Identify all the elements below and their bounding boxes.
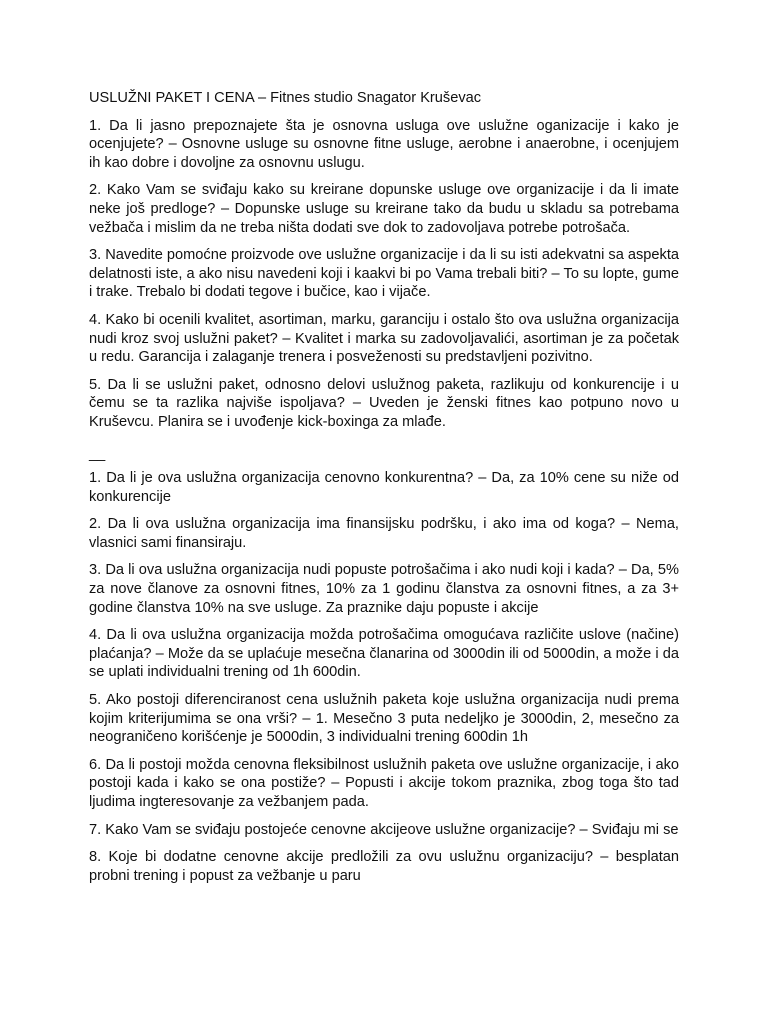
question-paragraph: 1. Da li jasno prepoznajete šta je osnovna usluga ove uslužne oganizacije i kako je ocenjujete? – Osnovne usluge su osnovne fitne usluge, aerobne i anaerobne, i ocenjujem ih kao dobre i dovoljne za osnovnu uslugu. [89, 117, 679, 171]
question-paragraph: 5. Da li se uslužni paket, odnosno delovi uslužnog paketa, razlikuju od konkurencije i u čemu se ta razlika najviše ispoljava? – Uveden je ženski fitnes kao potpuno novo u Kruševcu. Planira se i uvođenje kick-boxinga za mlađe. [89, 376, 679, 430]
question-paragraph: 4. Kako bi ocenili kvalitet, asortiman, marku, garanciju i ostalo što ova uslužna organizacija nudi kroz svoj uslužni paket? – Kvalitet i marka su zadovoljavalići, asortiman je za početak u redu. Garancija i zalaganje trenera i posveženosti su predstavljeni pozivitno. [89, 311, 679, 366]
document-page [89, 89, 679, 894]
question-paragraph: 3. Da li ova uslužna organizacija nudi popuste potrošačima i ako nudi koji i kada? – Da, 5% za nove članove za osnovni fitnes, 10% za 1 godinu članstva za osnovni fitnes, a za 3+ godine članstva 10% na sve usluge. Za praznike daju popuste i akcije [89, 562, 679, 616]
question-paragraph: 2. Kako Vam se sviđaju kako su kreirane dopunske usluge ove organizacije i da li imate neke još predloge? – Dopunske usluge su kreirane tako da budu u skladu sa potrebama vežbača i mislim da ne treba ništa dodati sve dok to zadovoljava potrebe potrošača. [89, 182, 679, 236]
section-service-package [89, 117, 679, 432]
section-pricing [89, 469, 679, 885]
question-paragraph: 5. Ako postoji diferenciranost cena uslužnih paketa koje uslužna organizacija nudi prema kojim kriterijumima se ona vrši? – 1. Mesečno 3 puta nedeljko je 3000din, 2, mesečno za neograničeno korišćenje je 5000din, 3 individualni trening 600din 1h [89, 692, 679, 746]
question-paragraph: 6. Da li postoji možda cenovna fleksibilnost uslužnih paketa ove uslužne organizacije, i ako postoji kada i kako se ona postiže? – Popusti i akcije tokom praznika, zbog toga što tad ljudima ingteresovanje za vežbanjem pada. [89, 756, 679, 810]
question-paragraph: 4. Da li ova uslužna organizacija možda potrošačima omogućava različite uslove (načine) plaćanja? – Može da se uplaćuje mesečna članarina od 3000din ili od 5000din, a može i da se uplati individualni trening od 1h 600din. [89, 627, 679, 681]
section-divider: __ [89, 445, 106, 462]
question-paragraph: 1. Da li je ova uslužna organizacija cenovno konkurentna? – Da, za 10% cene su niže od konkurencije [89, 470, 679, 505]
document-title: USLUŽNI PAKET I CENA – Fitnes studio Snagator Kruševac [89, 90, 482, 106]
question-paragraph: 8. Koje bi dodatne cenovne akcije predložili za ovu uslužnu organizaciju? – besplatan probni trening i popust za vežbanje u paru [89, 849, 679, 884]
question-paragraph: 3. Navedite pomoćne proizvode ove uslužne organizacije i da li su isti adekvatni sa aspekta delatnosti iste, a ako nisu navedeni koji i kaakvi bi po Vama trebali biti? – To su lopte, gume i trake. Trebalo bi dodati tegove i bučice, kao i vijače. [89, 247, 679, 301]
question-paragraph: 2. Da li ova uslužna organizacija ima finansijsku podršku, i ako ima od koga? – Nema, vlasnici sami finansiraju. [89, 516, 679, 551]
question-paragraph: 7. Kako Vam se sviđaju postojeće cenovne akcijeove uslužne organizacije? – Sviđaju mi se [89, 821, 679, 838]
